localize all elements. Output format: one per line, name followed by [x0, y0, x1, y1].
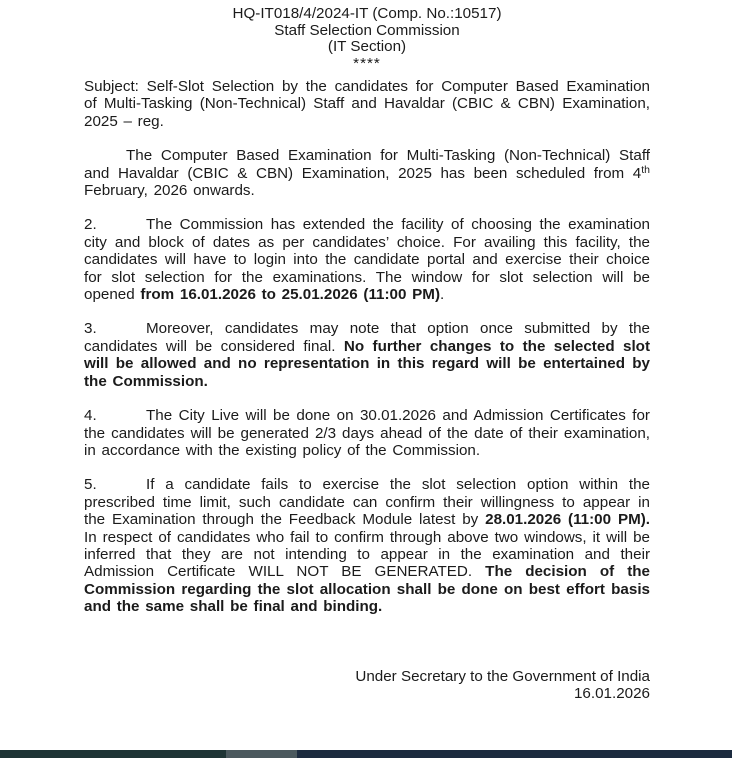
paragraph-5-text: If a candidate fails to exercise the slot selection option within the prescribed time limit, such candidate can confirm their willingness to appear in the Examination through the Feedback Module latest by — [84, 476, 650, 529]
signature-block — [84, 668, 650, 702]
paragraph-2 — [84, 216, 650, 303]
bottom-bar-right-segment — [297, 750, 732, 758]
paragraph-4 — [84, 407, 650, 459]
paragraph-4-number: 4. — [84, 407, 97, 425]
paragraph-1-text-cont: February, 2026 onwards. — [84, 182, 255, 200]
ordinal-superscript: th — [641, 163, 650, 176]
bottom-edge-bar — [0, 750, 732, 758]
bottom-bar-left-segment — [0, 750, 226, 758]
header-section-name: (IT Section) — [327, 38, 407, 55]
document-header — [84, 6, 650, 72]
paragraph-3-number: 3. — [84, 320, 97, 338]
document-content — [84, 6, 650, 702]
paragraph-2-number: 2. — [84, 216, 97, 234]
header-organization-name: Staff Selection Commission — [274, 21, 460, 39]
signatory-designation: Under Secretary to the Government of India — [355, 667, 650, 685]
paragraph-5-number: 5. — [84, 476, 97, 494]
paragraph-3-text: Moreover, candidates may note that option once submitted by the candidates will be considered final. — [84, 320, 650, 355]
header-asterisk-separator: **** — [353, 54, 381, 72]
paragraph-1 — [84, 147, 650, 199]
paragraph-5 — [84, 476, 650, 615]
paragraph-3 — [84, 320, 650, 390]
header-reference-number: HQ-IT018/4/2024-IT (Comp. No.:10517) — [232, 5, 502, 22]
paragraph-2-bold-dates: from 16.01.2026 to 25.01.2026 (11:00 PM) — [140, 286, 441, 304]
paragraph-5-bold-decision: The decision of the Commission regarding the slot allocation shall be done on best effort basis and the same shall be final and binding. — [84, 563, 651, 616]
paragraph-3-bold-statement: No further changes to the selected slot will be allowed and no representation in this regard will be entertained by the Commission. — [84, 337, 650, 390]
paragraph-4-text: The City Live will be done on 30.01.2026 and Admission Certificates for the candidates will be generated 2/3 days ahead of the date of their examination, in accordance with the existing policy of the Commission. — [84, 407, 650, 459]
paragraph-2-text: The Commission has extended the facility of choosing the examination city and block of dates as per candidates’ choice. For availing this facility, the candidates will have to login into the candidate portal and exercise their choice for slot selection for the examinations. The window for slot selection will be opened — [84, 216, 650, 304]
paragraph-5-text-cont: In respect of candidates who fail to confirm through above two windows, it will be inferred that they are not intending to appear in the examination and their Admission Certificate WILL NOT BE GENERATED. — [84, 528, 650, 581]
signature-date: 16.01.2026 — [573, 684, 650, 702]
paragraph-5-bold-deadline: 28.01.2026 (11:00 PM). — [485, 511, 650, 529]
bottom-bar-thumb-segment — [226, 750, 297, 758]
subject-line: Subject: Self-Slot Selection by the candidates for Computer Based Examination of Multi-Tasking (Non-Technical) Staff and Havaldar (CBIC & CBN) Examination, 2025 – reg. — [84, 78, 650, 130]
paragraph-2-period: . — [440, 286, 445, 304]
paragraph-1-text: The Computer Based Examination for Multi-Tasking (Non-Technical) Staff and Havaldar (CBIC & CBN) Examination, 2025 has been scheduled from 4 — [84, 147, 650, 182]
